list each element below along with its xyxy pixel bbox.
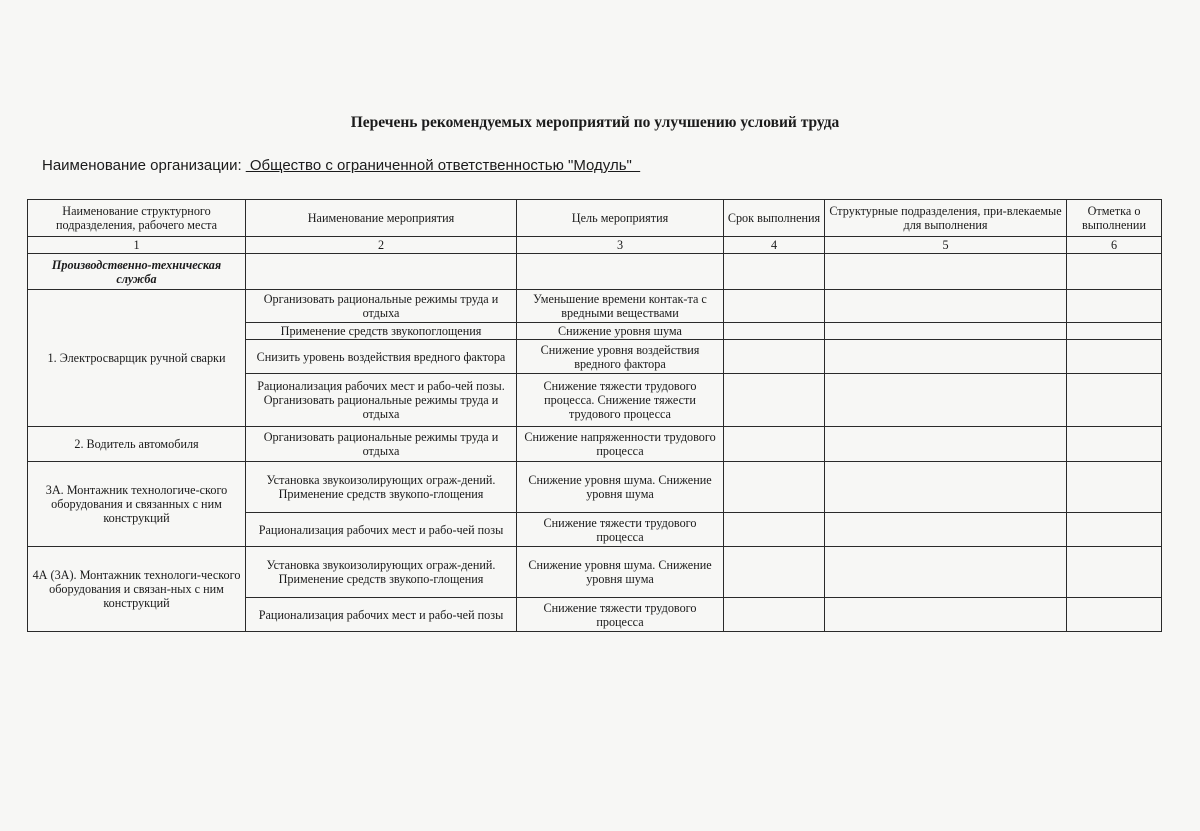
column-number: 6 <box>1067 237 1162 254</box>
goal-cell: Снижение уровня шума. Снижение уровня шума <box>517 462 724 513</box>
table-header-row <box>28 200 1162 237</box>
section-row <box>28 254 1162 290</box>
header-cell: Отметка о выполнении <box>1067 200 1162 237</box>
organization-name: Общество с ограниченной ответственностью "Модуль" <box>245 157 641 174</box>
column-number-row <box>28 237 1162 254</box>
goal-cell: Снижение уровня шума <box>517 323 724 340</box>
table-row <box>28 547 1162 598</box>
goal-cell: Снижение уровня шума. Снижение уровня шума <box>517 547 724 598</box>
header-cell: Наименование структурного подразделения, рабочего места <box>28 200 246 237</box>
measure-cell: Рационализация рабочих мест и рабо-чей позы <box>246 513 517 547</box>
column-number: 2 <box>246 237 517 254</box>
section-title: Производственно-техническая служба <box>28 254 246 290</box>
table-row <box>28 290 1162 323</box>
measures-table <box>27 199 1162 632</box>
header-cell: Срок выполнения <box>724 200 825 237</box>
column-number: 5 <box>825 237 1067 254</box>
table-row <box>28 427 1162 462</box>
organization-line <box>42 157 640 174</box>
position-cell: 4А (3А). Монтажник технологи-ческого оборудования и связан-ных с ним конструкций <box>28 547 246 632</box>
goal-cell: Уменьшение времени контак-та с вредными веществами <box>517 290 724 323</box>
position-cell: 1. Электросварщик ручной сварки <box>28 290 246 427</box>
goal-cell: Снижение напряженности трудового процесса <box>517 427 724 462</box>
goal-cell: Снижение тяжести трудового процесса. Снижение тяжести трудового процесса <box>517 374 724 427</box>
measure-cell: Организовать рациональные режимы труда и отдыха <box>246 427 517 462</box>
organization-label: Наименование организации: <box>42 157 242 174</box>
measure-cell: Рационализация рабочих мест и рабо-чей позы <box>246 598 517 632</box>
measure-cell: Установка звукоизолирующих ограж-дений. Применение средств звукопо-глощения <box>246 547 517 598</box>
column-number: 4 <box>724 237 825 254</box>
header-cell: Наименование мероприятия <box>246 200 517 237</box>
document-title: Перечень рекомендуемых мероприятий по улучшению условий труда <box>350 114 840 131</box>
header-cell: Структурные подразделения, при-влекаемые для выполнения <box>825 200 1067 237</box>
column-number: 3 <box>517 237 724 254</box>
measure-cell: Установка звукоизолирующих ограж-дений. Применение средств звукопо-глощения <box>246 462 517 513</box>
column-number: 1 <box>28 237 246 254</box>
measure-cell: Применение средств звукопоглощения <box>246 323 517 340</box>
measure-cell: Организовать рациональные режимы труда и отдыха <box>246 290 517 323</box>
goal-cell: Снижение уровня воздействия вредного фактора <box>517 340 724 374</box>
table-row <box>28 462 1162 513</box>
header-cell: Цель мероприятия <box>517 200 724 237</box>
goal-cell: Снижение тяжести трудового процесса <box>517 513 724 547</box>
position-cell: 3А. Монтажник технологиче-ского оборудования и связанных с ним конструкций <box>28 462 246 547</box>
position-cell: 2. Водитель автомобиля <box>28 427 246 462</box>
measure-cell: Рационализация рабочих мест и рабо-чей позы. Организовать рациональные режимы труда и отдыха <box>246 374 517 427</box>
measure-cell: Снизить уровень воздействия вредного фактора <box>246 340 517 374</box>
goal-cell: Снижение тяжести трудового процесса <box>517 598 724 632</box>
